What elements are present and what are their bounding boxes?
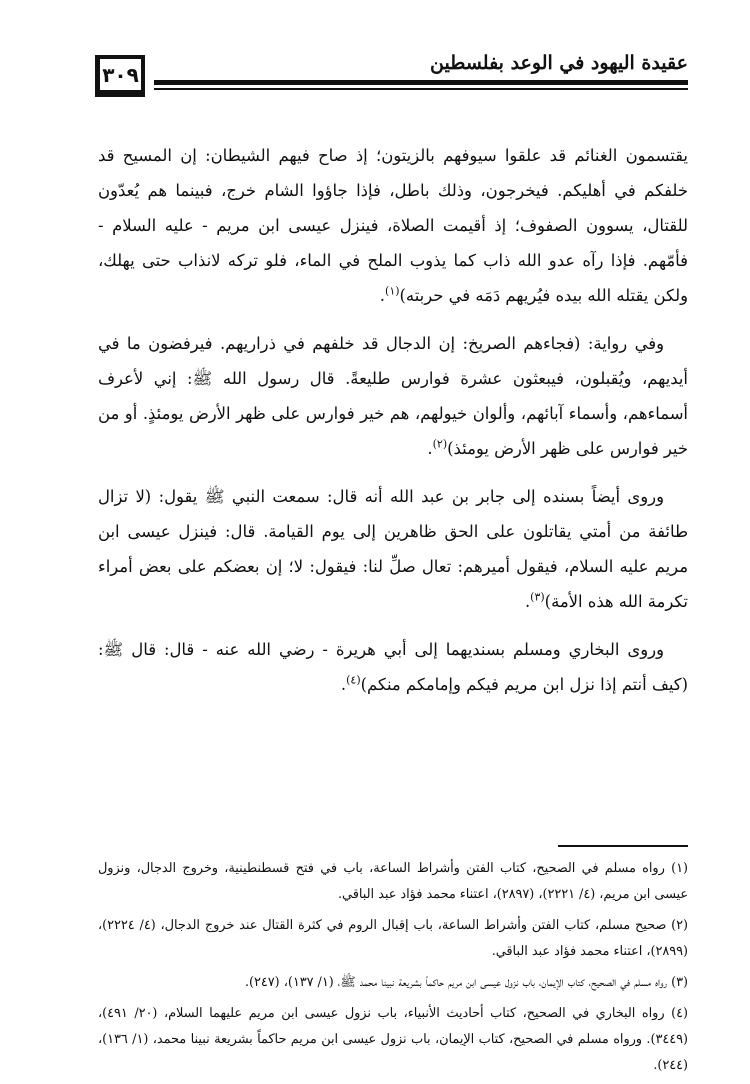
footnote-2: (٢) صحيح مسلم، كتاب الفتن وأشراط الساعة، باب إقبال الروم في كثرة القتال عند خروج الدجال، (٤/ ٢٢٢٤)، (٢٨٩٩)، اعتناء محمد فؤاد عبد الباقي. — [98, 918, 688, 959]
paragraph-2-end: . — [427, 439, 433, 458]
footnotes — [98, 856, 688, 1084]
main-text — [98, 138, 688, 715]
footnote-ref-4: (٤) — [346, 673, 361, 687]
footnote-ref-3: (٣) — [530, 590, 545, 604]
paragraph-1-text: يقتسمون الغنائم قد علقوا سيوفهم بالزيتون؛ إذ صاح فيهم الشيطان: إن المسيح قد خلفكم في أهليكم. فيخرجون، وذلك باطل، فإذا جاؤوا الشام خرج، فبينما هم يُعدّون للقتال، يسوون الصفوف؛ إذ أقيمت الصلاة، فينزل عيسى ابن مريم - عليه السلام - فأمّهم. فإذا رآه عدو الله ذاب كما يذوب الملح في الماء، فلو تركه لانذاب حتى يهلك، ولكن يقتله الله بيده فيُريهم دَمَه في حربته) — [98, 146, 688, 305]
footnote-separator — [558, 845, 688, 847]
paragraph-1 — [98, 138, 688, 313]
header-rule-thin — [154, 88, 688, 90]
paragraph-2 — [98, 326, 688, 466]
footnote-4: (٤) رواه البخاري في الصحيح، كتاب أحاديث الأنبياء، باب نزول عيسى ابن مريم عليهما السلام، (٢٠/ ٤٩١)، (٣٤٤٩). ورواه مسلم في الصحيح، كتاب الإيمان، باب نزول عيسى ابن مريم حاكماً بشريعة نبينا محمد، (١/ ١٣٦)، (٢٤٤). — [98, 1006, 688, 1073]
paragraph-3-end: . — [524, 592, 531, 611]
footnote-3: (٣) رواه مسلم في الصحيح، كتاب الإيمان، باب نزول عيسى ابن مريم حاكماً بشريعة نبينا محمد ﷺ، (١/ ١٣٧)، (٢٤٧). — [244, 975, 688, 990]
paragraph-4 — [98, 632, 688, 702]
footnote-1: (١) رواه مسلم في الصحيح، كتاب الفتن وأشراط الساعة، باب في فتح قسطنطينية، وخروج الدجال، ونزول عيسى ابن مريم، (٤/ ٢٢٢١)، (٢٨٩٧)، اعتناء محمد فؤاد عبد الباقي. — [98, 861, 688, 902]
paragraph-3-text: وروى أيضاً بسنده إلى جابر بن عبد الله أنه قال: سمعت النبي ﷺ يقول: (لا تزال طائفة من أمتي يقاتلون على الحق ظاهرين إلى يوم القيامة. قال: فينزل عيسى ابن مريم عليه السلام، فيقول أميرهم: تعال صلِّ لنا: فيقول: لا؛ إن بعضكم على بعض أمراء تكرمة الله هذه الأمة) — [98, 487, 688, 611]
paragraph-4-end: . — [340, 675, 347, 694]
paragraph-4-text: وروى البخاري ومسلم بسنديهما إلى أبي هريرة - رضي الله عنه - قال: قال ﷺ: (كيف أنتم إذا نزل ابن مريم فيكم وإمامكم منكم) — [98, 640, 688, 694]
paragraph-1-end: . — [379, 286, 386, 305]
page — [88, 50, 688, 1073]
header-rule-thick — [154, 80, 688, 85]
footnote-ref-2: (٢) — [432, 437, 448, 451]
paragraph-3 — [98, 479, 688, 619]
paragraph-2-text: وفي رواية: (فجاءهم الصريخ: إن الدجال قد خلفهم في ذراريهم. فيرفضون ما في أيديهم، ويُقبلون، فيبعثون عشرة فوارس طليعةً. قال رسول الله ﷺ: إني لأعرف أسماءهم، وأسماء آبائهم، وألوان خيولهم، هم خير فوارس على ظهر الأرض يومئذٍ. أو من خير فوارس على ظهر الأرض يومئذ) — [98, 334, 688, 458]
page-number: ٣٠٩ — [95, 55, 145, 97]
header-title: عقيدة اليهود في الوعد بفلسطين — [430, 52, 688, 74]
footnote-ref-1: (١) — [385, 284, 400, 298]
running-header — [88, 50, 688, 106]
